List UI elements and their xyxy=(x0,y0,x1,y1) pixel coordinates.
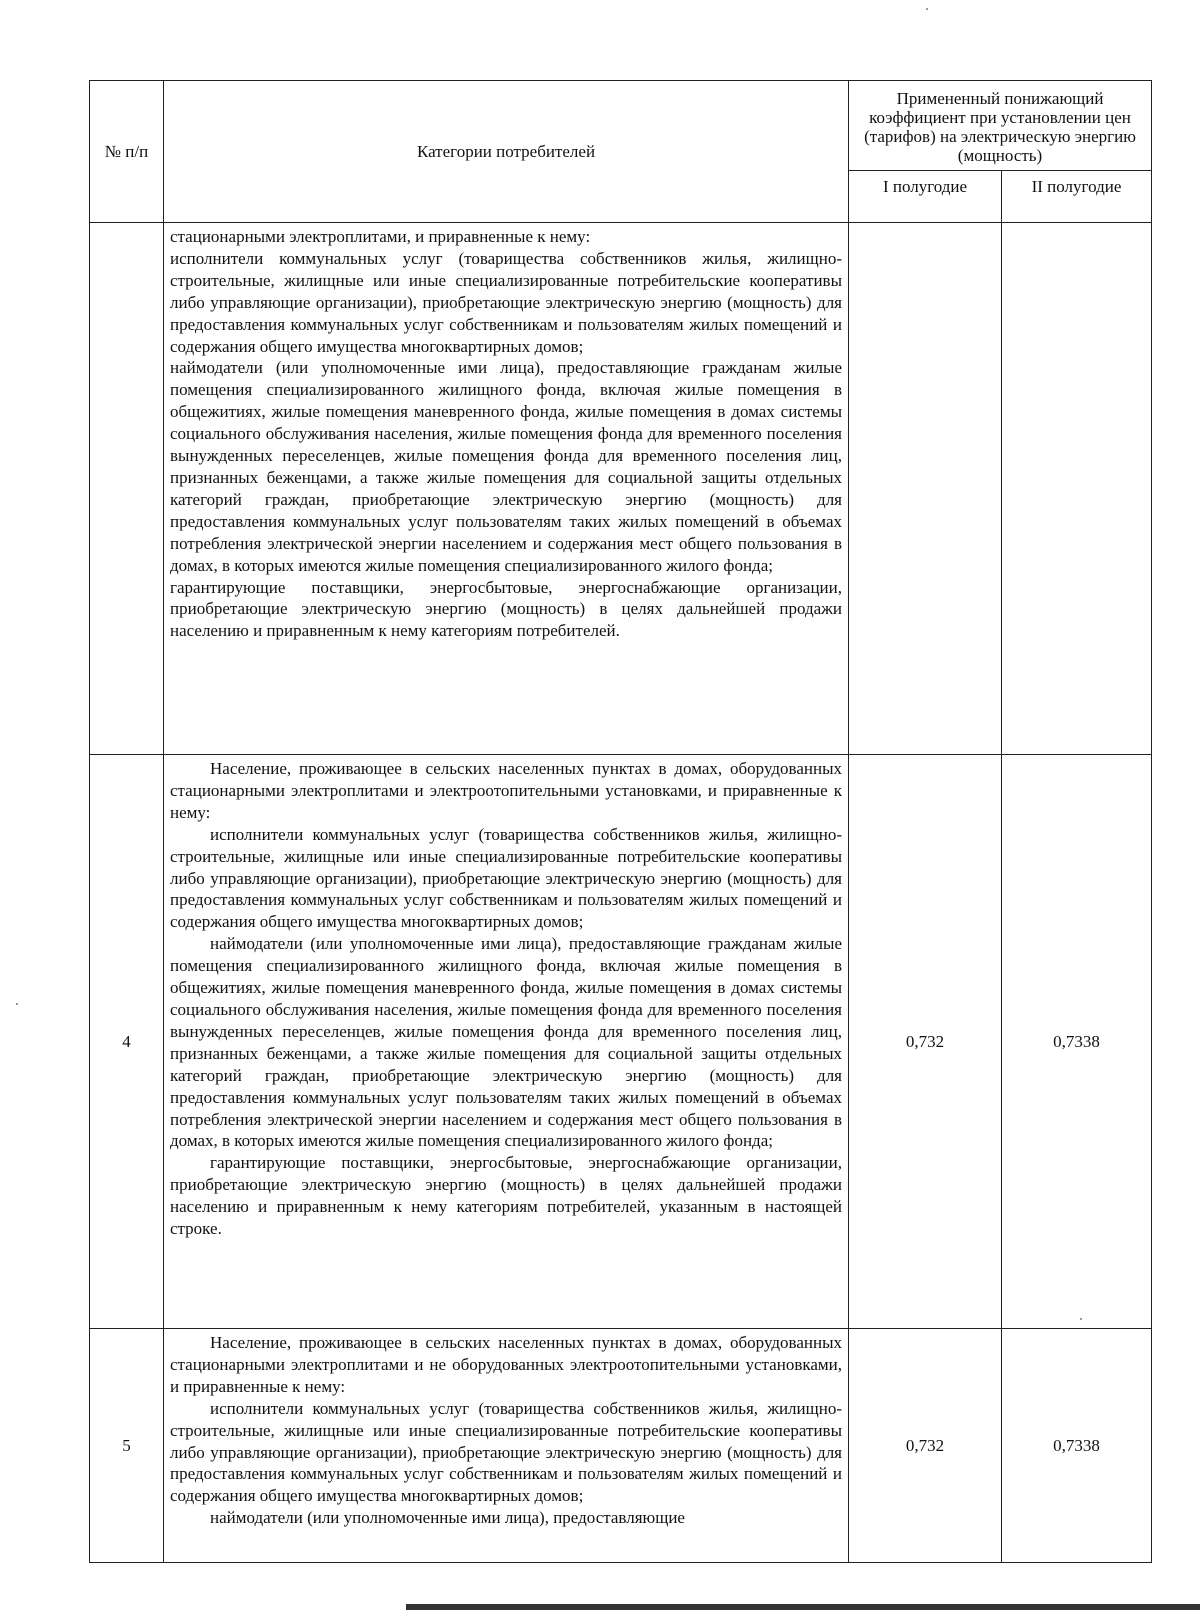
coef-half-2: 0,7338 xyxy=(1002,755,1152,1329)
header-number: № п/п xyxy=(90,81,164,223)
row-number: 4 xyxy=(90,755,164,1329)
scan-speck xyxy=(926,8,928,10)
header-coefficient: Примененный понижающий коэффициент при установлении цен (тарифов) на электрическую энергию (мощность) xyxy=(849,81,1152,171)
category-paragraph: наймодатели (или уполномоченные ими лица), предоставляющие xyxy=(210,1508,685,1528)
category-paragraph: гарантирующие поставщики, энергосбытовые, энергоснабжающие организации, приобретающие электрическую энергию (мощность) в целях дальнейшей продажи населению и приравненным к нему категориям потребителей, указанным в настоящей строке. xyxy=(170,1153,842,1239)
category-text xyxy=(164,223,849,755)
category-paragraph: Население, проживающее в сельских населенных пунктах в домах, оборудованных стационарными электроплитами и электроотопительными установками, и приравненные к нему: xyxy=(170,759,842,822)
category-paragraph: наймодатели (или уполномоченные ими лица), предоставляющие гражданам жилые помещения специализированного жилищного фонда, включая жилые помещения в общежитиях, жилые помещения маневренного фонда, жилые помещения в домах системы социального обслуживания населения, жилые помещения фонда для временного поселения вынужденных переселенцев, жилые помещения фонда для временного поселения лиц, признанных беженцами, а также жилые помещения для социальной защиты отдельных категорий граждан, приобретающие электрическую энергию (мощность) для предоставления коммунальных услуг пользователям таких жилых помещений в объемах потребления электрической энергии населением и содержания мест общего пользования в домах, в которых имеются жилые помещения специализированного жилого фонда; xyxy=(170,358,842,575)
category-paragraph: гарантирующие поставщики, энергосбытовые, энергоснабжающие организации, приобретающие электрическую энергию (мощность) в целях дальнейшей продажи населению и приравненным к нему категориям потребителей. xyxy=(170,577,842,641)
category-text xyxy=(164,755,849,1329)
header-category: Категории потребителей xyxy=(164,81,849,223)
row-number: 5 xyxy=(90,1329,164,1563)
header-half-year-2: II полугодие xyxy=(1002,171,1152,223)
header-half-year-1: I полугодие xyxy=(849,171,1002,223)
category-paragraph: исполнители коммунальных услуг (товарищества собственников жилья, жилищно-строительные, жилищные или иные специализированные потребительские кооперативы либо управляющие организации), приобретающие электрическую энергию (мощность) для предоставления коммунальных услуг собственникам и пользователям жилых помещений и содержания общего имущества многоквартирных домов; xyxy=(170,1398,842,1506)
coef-half-2 xyxy=(1002,223,1152,755)
coef-half-1: 0,732 xyxy=(849,755,1002,1329)
scan-speck xyxy=(16,1003,18,1005)
coef-half-1: 0,732 xyxy=(849,1329,1002,1563)
coef-half-2: 0,7338 xyxy=(1002,1329,1152,1563)
category-paragraph: исполнители коммунальных услуг (товарищества собственников жилья, жилищно-строительные, жилищные или иные специализированные потребительские кооперативы либо управляющие организации), приобретающие электрическую энергию (мощность) для предоставления коммунальных услуг собственникам и пользователям жилых помещений и содержания общего имущества многоквартирных домов; xyxy=(170,824,842,932)
table-row xyxy=(90,223,1152,755)
tariff-coefficient-table xyxy=(89,80,1152,1563)
scan-edge-line xyxy=(406,1604,1200,1610)
table-row xyxy=(90,1329,1152,1563)
table-row xyxy=(90,755,1152,1329)
category-paragraph: исполнители коммунальных услуг (товарищества собственников жилья, жилищно-строительные, жилищные или иные специализированные потребительские кооперативы либо управляющие организации), приобретающие электрическую энергию (мощность) для предоставления коммунальных услуг собственникам и пользователям жилых помещений и содержания общего имущества многоквартирных домов; xyxy=(170,248,842,356)
row-number xyxy=(90,223,164,755)
coef-half-1 xyxy=(849,223,1002,755)
scan-speck xyxy=(1080,1318,1082,1320)
category-paragraph: наймодатели (или уполномоченные ими лица), предоставляющие гражданам жилые помещения специализированного жилищного фонда, включая жилые помещения в общежитиях, жилые помещения маневренного фонда, жилые помещения в домах системы социального обслуживания населения, жилые помещения фонда для временного поселения вынужденных переселенцев, жилые помещения фонда для временного поселения лиц, признанных беженцами, а также жилые помещения для социальной защиты отдельных категорий граждан, приобретающие электрическую энергию (мощность) для предоставления коммунальных услуг пользователям таких жилых помещений в объемах потребления электрической энергии населением и содержания мест общего пользования в домах, в которых имеются жилые помещения специализированного жилого фонда; xyxy=(170,934,842,1151)
category-paragraph: стационарными электроплитами, и приравненные к нему: xyxy=(170,227,591,246)
category-paragraph: Население, проживающее в сельских населенных пунктах в домах, оборудованных стационарными электроплитами и не оборудованных электроотопительными установками, и приравненные к нему: xyxy=(170,1333,842,1396)
category-text xyxy=(164,1329,849,1563)
